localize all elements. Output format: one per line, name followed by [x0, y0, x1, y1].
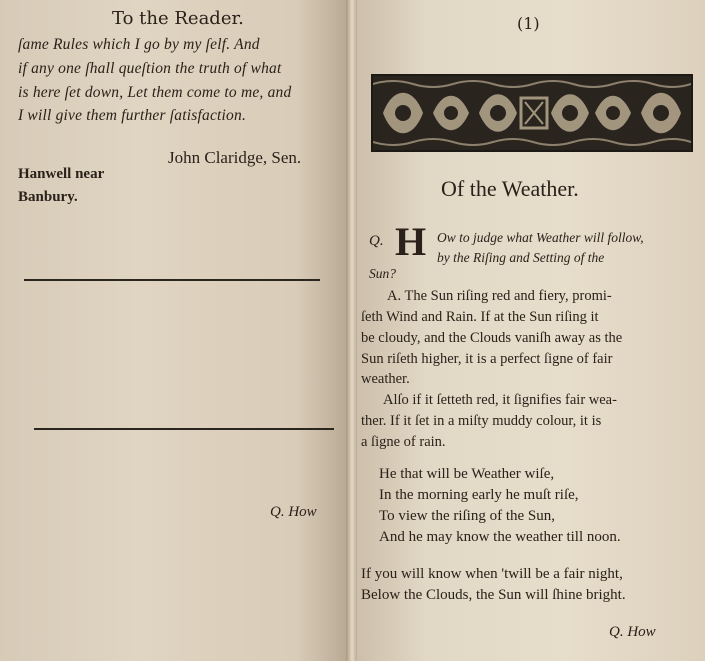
answer-line-2: ſeth Wind and Rain. If at the Sun riſing it	[361, 309, 599, 325]
answer-line-1: A. The Sun riſing red and fiery, promi-	[387, 288, 612, 304]
place-line-2: Banbury.	[18, 189, 78, 205]
verse-line-3: To view the riſing of the Sun,	[379, 508, 556, 524]
answer-line-3: be cloudy, and the Clouds vaniſh away as the	[361, 330, 623, 346]
chapter-title: Of the Weather.	[441, 176, 579, 201]
answer-line-4: Sun riſeth higher, it is a perfect ſigne of fair	[361, 351, 613, 367]
question-line-3: Sun?	[369, 266, 396, 281]
couplet-line-2: Below the Clouds, the Sun will ſhine bright.	[361, 587, 626, 603]
answer-line-7: ther. If it ſet in a miſty muddy colour, it is	[361, 413, 602, 429]
catchword-right: Q. How	[609, 624, 656, 640]
answer-line-5: weather.	[361, 371, 410, 387]
page-number: (1)	[517, 14, 540, 33]
right-page	[357, 0, 705, 661]
question-line-1: Ow to judge what Weather will follow,	[437, 230, 644, 245]
verse-line-4: And he may know the weather till noon.	[379, 529, 621, 545]
preface-line-1: ſame Rules which I go by my ſelf. And	[18, 36, 260, 53]
drop-cap: H	[395, 219, 427, 264]
question-line-2: by the Riſing and Setting of the	[437, 250, 605, 265]
ornamental-headpiece	[371, 74, 693, 152]
ornament-pattern-icon	[373, 76, 691, 150]
place-line-1: Hanwell near	[18, 166, 105, 182]
verse-line-1: He that will be Weather wiſe,	[379, 466, 555, 482]
couplet-line-1: If you will know when 'twill be a fair night,	[361, 566, 623, 582]
divider-rule-bottom	[34, 428, 334, 430]
preface-line-4: I will give them further ſatisfaction.	[18, 107, 247, 124]
answer-line-6: Alſo if it ſetteth red, it ſignifies fair wea-	[383, 392, 617, 408]
verse-line-2: In the morning early he muſt riſe,	[379, 487, 579, 503]
catchword-left: Q. How	[270, 504, 317, 520]
answer-line-8: a ſigne of rain.	[361, 434, 446, 450]
divider-rule-top	[24, 279, 320, 281]
preface-line-3: is here ſet down, Let them come to me, and	[18, 84, 292, 101]
author-signature: John Claridge, Sen.	[168, 148, 302, 167]
preface-line-2: if any one ſhall queſtion the truth of what	[18, 60, 282, 77]
question-label: Q.	[369, 233, 384, 249]
left-page	[0, 0, 348, 661]
running-head: To the Reader.	[112, 8, 244, 29]
